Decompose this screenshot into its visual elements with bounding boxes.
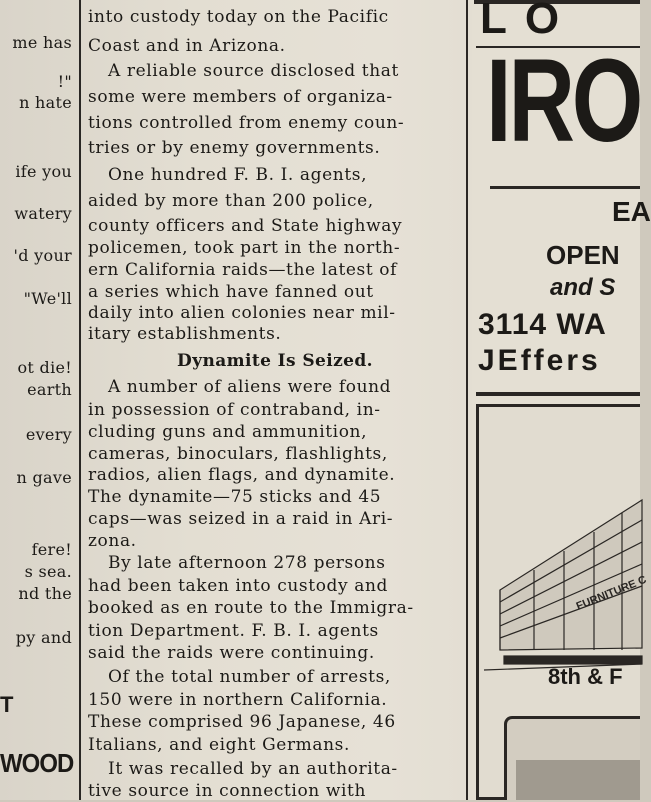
left-line: nd the bbox=[18, 584, 72, 603]
article-line: cluding guns and ammunition, bbox=[88, 422, 368, 442]
left-line: watery bbox=[14, 204, 72, 223]
article-line: tive source in connection with bbox=[88, 781, 367, 801]
article-line: zona. bbox=[88, 531, 137, 551]
ad-brand-name: IRO bbox=[486, 35, 641, 167]
article-line: The dynamite—75 sticks and 45 bbox=[88, 487, 382, 507]
ad-ea-text: EA bbox=[612, 196, 651, 227]
article-line: ern California raids—the latest of bbox=[88, 260, 398, 280]
article-line: had been taken into custody and bbox=[88, 576, 388, 596]
article-line: into custody today on the Pacific bbox=[88, 7, 389, 27]
article-line: a series which have fanned out bbox=[88, 282, 374, 302]
article-line: policemen, took part in the north- bbox=[88, 238, 401, 258]
left-fragment-letter: T bbox=[0, 692, 14, 717]
article-line: county officers and State highway bbox=[88, 216, 403, 236]
article-line: A reliable source disclosed that bbox=[108, 61, 399, 81]
left-line: s sea. bbox=[24, 562, 72, 581]
store-advertisement bbox=[472, 0, 651, 800]
ad-divider bbox=[490, 186, 640, 189]
left-line: ife you bbox=[15, 162, 72, 181]
storefront-sign: FURNITURE C bbox=[574, 573, 649, 613]
left-column-fragment bbox=[0, 0, 76, 800]
left-line: 'd your bbox=[13, 246, 72, 265]
article-line: radios, alien flags, and dynamite. bbox=[88, 465, 396, 485]
article-line: These comprised 96 Japanese, 46 bbox=[88, 712, 396, 732]
article-line: 150 were in northern California. bbox=[88, 690, 388, 710]
left-line: ot die! bbox=[17, 358, 72, 377]
ad-street: 8th & F bbox=[548, 664, 623, 689]
article-line: daily into alien colonies near mil- bbox=[88, 303, 396, 323]
left-line: me has bbox=[12, 33, 72, 52]
article-line: booked as en route to the Immigra- bbox=[88, 598, 414, 618]
article-line: tion Department. F. B. I. agents bbox=[88, 621, 379, 641]
left-line: py and bbox=[15, 628, 72, 647]
article-line: caps—was seized in a raid in Ari- bbox=[88, 509, 394, 529]
column-rule-left bbox=[79, 0, 81, 800]
article-subheading: Dynamite Is Seized. bbox=[177, 351, 373, 371]
left-line: every bbox=[25, 425, 72, 444]
ad-phone: JEffers bbox=[478, 344, 601, 377]
article-line: Italians, and eight Germans. bbox=[88, 735, 351, 755]
article-line: Coast and in Arizona. bbox=[88, 36, 286, 56]
ad-address: 3114 WA bbox=[478, 308, 607, 341]
article-line: One hundred F. B. I. agents, bbox=[108, 165, 368, 185]
column-rule-right bbox=[466, 0, 468, 800]
article-line: A number of aliens were found bbox=[108, 377, 392, 397]
article-line: Of the total number of arrests, bbox=[108, 667, 391, 687]
left-line: !" bbox=[57, 72, 72, 91]
left-line: n gave bbox=[16, 468, 72, 487]
left-line: earth bbox=[27, 380, 72, 399]
ad-divider bbox=[476, 392, 640, 396]
article-line: aided by more than 200 police, bbox=[88, 191, 374, 211]
article-line: cameras, binoculars, flashlights, bbox=[88, 444, 388, 464]
left-line: fere! bbox=[31, 540, 72, 559]
left-line: n hate bbox=[19, 93, 72, 112]
article-line: said the raids were continuing. bbox=[88, 643, 375, 663]
article-line: some were members of organiza- bbox=[88, 87, 393, 107]
article-line: It was recalled by an authorita- bbox=[108, 759, 398, 779]
ad-top-letters: LO bbox=[480, 0, 578, 43]
ad-and-text: and S bbox=[550, 274, 616, 301]
article-line: in possession of contraband, in- bbox=[88, 400, 381, 420]
furniture-detail bbox=[516, 760, 640, 800]
article-line: By late afternoon 278 persons bbox=[108, 553, 386, 573]
ad-open-text: OPEN bbox=[546, 240, 620, 270]
article-line: itary establishments. bbox=[88, 324, 282, 344]
left-line: "We'll bbox=[23, 289, 72, 308]
left-fragment-word: WOOD bbox=[0, 748, 74, 778]
article-line: tries or by enemy governments. bbox=[88, 138, 381, 158]
news-article bbox=[88, 0, 466, 800]
article-line: tions controlled from enemy coun- bbox=[88, 113, 405, 133]
